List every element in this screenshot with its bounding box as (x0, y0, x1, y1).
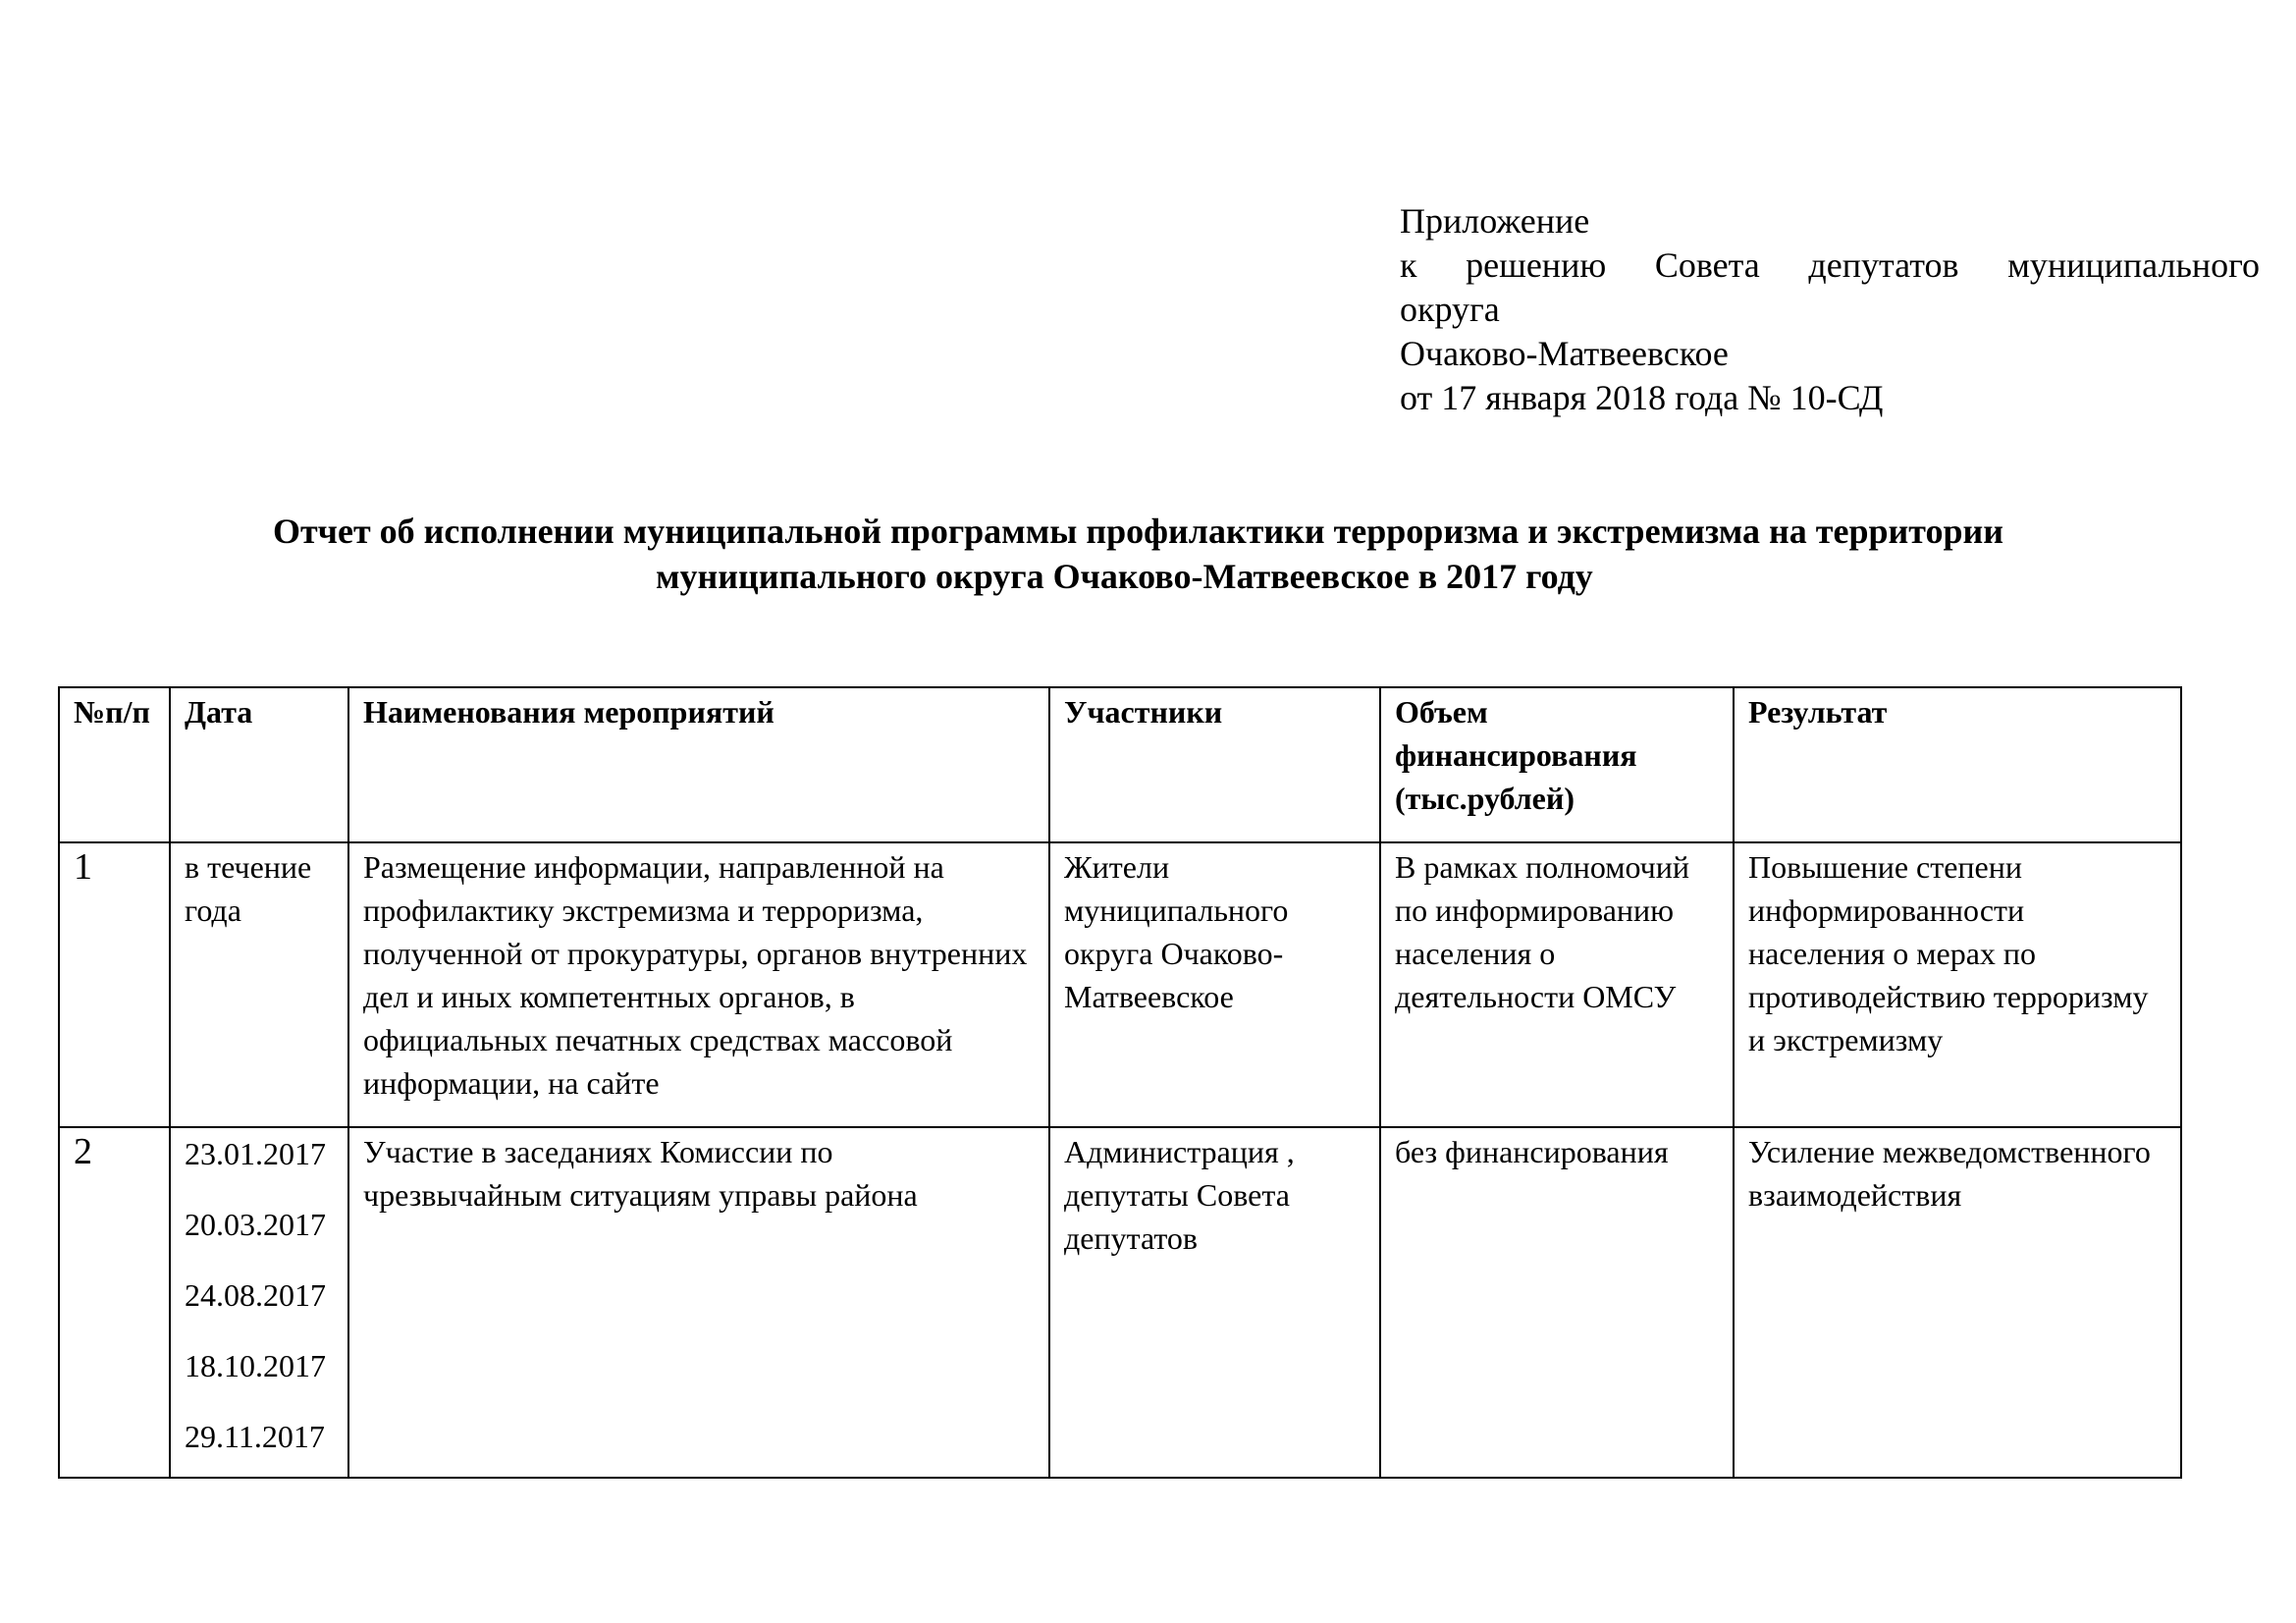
appendix-title: Приложение (1400, 201, 1590, 241)
row-dates (170, 1127, 348, 1478)
table-header-row (59, 687, 2181, 842)
appendix-date-number: от 17 января 2018 года № 10-СД (1400, 378, 1884, 417)
row-event-name: Размещение информации, направленной на профилактику экстремизма и терроризма, полученной от прокуратуры, органов внутренних дел и иных компетентных органов, в официальных печатных средствах массовой информации, на сайте (348, 842, 1049, 1127)
header-num: №п/п (59, 687, 170, 842)
row-date-item: 18.10.2017 (185, 1348, 326, 1383)
header-name: Наименования мероприятий (348, 687, 1049, 842)
row-participants: Жители муниципального округа Очаково-Матвеевское (1049, 842, 1380, 1127)
row-participants: Администрация , депутаты Совета депутатов (1049, 1127, 1380, 1478)
row-funding: без финансирования (1380, 1127, 1734, 1478)
row-date: в течение года (170, 842, 348, 1127)
header-result: Результат (1734, 687, 2181, 842)
row-date-item: 20.03.2017 (185, 1207, 326, 1242)
row-funding: В рамках полномочий по информированию населения о деятельности ОМСУ (1380, 842, 1734, 1127)
appendix-district-name: Очаково-Матвеевское (1400, 334, 1729, 373)
appendix-block (1400, 199, 2260, 420)
header-participants: Участники (1049, 687, 1380, 842)
row-date-item: 23.01.2017 (185, 1136, 326, 1171)
appendix-decision-line: к решению Совета депутатов муниципального (1400, 245, 2260, 285)
row-event-name: Участие в заседаниях Комиссии по чрезвычайным ситуациям управы района (348, 1127, 1049, 1478)
report-table (58, 686, 2182, 1479)
document-title-line-1: Отчет об исполнении муниципальной программы профилактики терроризма и экстремизма на территории (273, 512, 2003, 551)
appendix-district-line: округа (1400, 290, 1500, 329)
row-result: Усиление межведомственного взаимодействия (1734, 1127, 2181, 1478)
document-title-line-2: муниципального округа Очаково-Матвеевское в 2017 году (656, 557, 1593, 596)
header-funding: Объем финансирования (тыс.рублей) (1380, 687, 1734, 842)
table-row (59, 842, 2181, 1127)
row-date-item: 29.11.2017 (185, 1419, 325, 1454)
row-result: Повышение степени информированности населения о мерах по противодействию терроризму и экстремизму (1734, 842, 2181, 1127)
header-date: Дата (170, 687, 348, 842)
row-date-item: 24.08.2017 (185, 1277, 326, 1313)
row-num: 1 (59, 842, 170, 1127)
table-row (59, 1127, 2181, 1478)
row-num: 2 (59, 1127, 170, 1478)
